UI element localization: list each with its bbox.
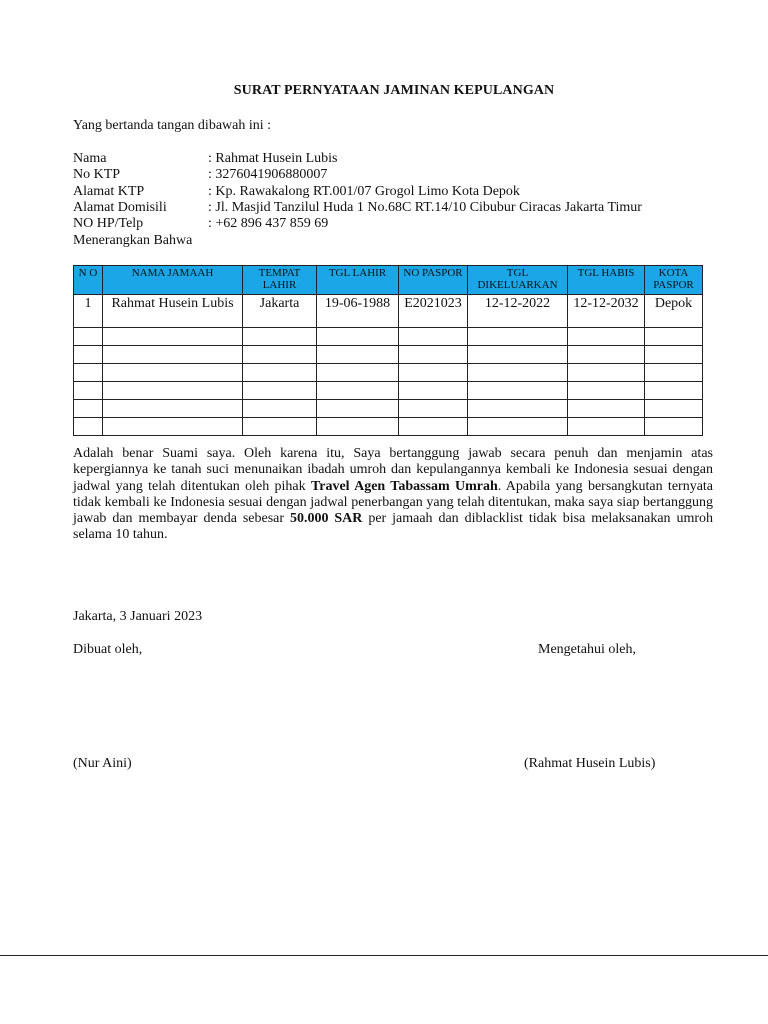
field-label: Alamat KTP	[73, 183, 145, 199]
table-row-empty	[74, 400, 703, 418]
empty-cell	[243, 364, 317, 382]
field-value: : 3276041906880007	[208, 167, 328, 183]
acknowledger-name: (Rahmat Husein Lubis)	[524, 756, 656, 771]
identity-fields	[73, 151, 642, 232]
empty-cell	[317, 328, 399, 346]
empty-cell	[243, 400, 317, 418]
table-row-empty	[74, 346, 703, 364]
empty-cell	[568, 400, 645, 418]
field-label: Nama	[73, 151, 107, 166]
header-nama-jamaah: NAMA JAMAAH	[103, 266, 243, 295]
table-row	[74, 295, 703, 328]
acknowledged-by-label: Mengetahui oleh,	[538, 642, 636, 657]
paragraph-text: . Apabila yang bersangkutan ternyata tidak kembali ke Indonesia sesuai dengan jadwal penerbangan yang telah ditentukan, maka saya siap bertanggung jawab dan membayar denda sebesar	[73, 478, 714, 527]
empty-cell	[399, 328, 468, 346]
empty-cell	[399, 382, 468, 400]
empty-cell	[317, 346, 399, 364]
empty-cell	[243, 346, 317, 364]
declaration-label: Menerangkan Bahwa	[73, 233, 193, 248]
fine-amount: 50.000 SAR	[289, 511, 363, 527]
field-value: : Jl. Masjid Tanzilul Huda 1 No.68C RT.14/10 Cibubur Ciracas Jakarta Timur	[208, 199, 642, 215]
header-tgl-dikeluarkan: TGL DIKELUARKAN	[468, 266, 568, 295]
empty-cell	[468, 400, 568, 418]
field-row-nama	[73, 151, 642, 167]
empty-cell	[399, 346, 468, 364]
empty-cell	[74, 400, 103, 418]
cell-tempat-lahir: Jakarta	[243, 295, 317, 328]
header-tgl-habis: TGL HABIS	[568, 266, 645, 295]
table-row-empty	[74, 364, 703, 382]
intro-text: Yang bertanda tangan dibawah ini :	[73, 118, 272, 133]
empty-cell	[317, 400, 399, 418]
empty-cell	[74, 328, 103, 346]
field-label: No KTP	[73, 167, 121, 183]
field-value: : +62 896 437 859 69	[208, 216, 329, 232]
paragraph-text: per jamaah dan diblacklist tidak bisa melaksanakan umroh selama 10 tahun.	[73, 511, 714, 543]
empty-cell	[317, 418, 399, 436]
empty-cell	[568, 382, 645, 400]
document-title: SURAT PERNYATAAN JAMINAN KEPULANGAN	[233, 83, 555, 98]
maker-name: (Nur Aini)	[73, 756, 132, 771]
empty-cell	[103, 364, 243, 382]
cell-no-paspor: E2021023	[399, 295, 468, 328]
empty-cell	[317, 382, 399, 400]
empty-cell	[74, 346, 103, 364]
empty-cell	[468, 418, 568, 436]
cell-kota-paspor: Depok	[645, 295, 703, 328]
field-row-alamat-ktp	[73, 184, 642, 200]
field-row-no-ktp	[73, 167, 642, 183]
empty-cell	[468, 346, 568, 364]
empty-cell	[468, 382, 568, 400]
empty-cell	[468, 328, 568, 346]
header-no-paspor: NO PASPOR	[399, 266, 468, 295]
page-divider	[0, 955, 768, 956]
cell-tgl-dikeluarkan: 12-12-2022	[468, 295, 568, 328]
empty-cell	[243, 382, 317, 400]
table-row-empty	[74, 382, 703, 400]
empty-cell	[568, 364, 645, 382]
jamaah-table	[73, 265, 703, 436]
empty-cell	[103, 328, 243, 346]
made-by-label: Dibuat oleh,	[73, 642, 143, 657]
empty-cell	[568, 418, 645, 436]
empty-cell	[399, 364, 468, 382]
paragraph-text: Adalah benar Suami saya. Oleh karena itu, Saya bertanggung jawab secara penuh dan menjamin atas kepergiannya ke tanah suci menunaikan ibadah umroh dan kepulangannya kembali ke Indonesia sesuai dengan jadwal yang telah ditentukan oleh pihak	[73, 446, 713, 494]
empty-cell	[568, 328, 645, 346]
empty-cell	[74, 418, 103, 436]
field-value: : Rahmat Husein Lubis	[208, 151, 338, 166]
header-tempat-lahir: TEMPAT LAHIR	[243, 266, 317, 295]
empty-cell	[645, 382, 703, 400]
empty-cell	[399, 418, 468, 436]
empty-cell	[74, 382, 103, 400]
empty-cell	[243, 328, 317, 346]
empty-cell	[468, 364, 568, 382]
empty-cell	[645, 346, 703, 364]
table-row-empty	[74, 418, 703, 436]
header-no: N O	[74, 266, 103, 295]
field-row-alamat-domisili	[73, 200, 642, 216]
travel-agent-name: Travel Agen Tabassam Umrah	[310, 478, 498, 494]
empty-cell	[317, 364, 399, 382]
empty-cell	[645, 364, 703, 382]
table-header-row	[74, 266, 703, 295]
field-value: : Kp. Rawakalong RT.001/07 Grogol Limo Kota Depok	[208, 183, 520, 199]
header-kota-paspor: KOTA PASPOR	[645, 266, 703, 295]
place-date: Jakarta, 3 Januari 2023	[73, 609, 203, 624]
statement-paragraph	[73, 446, 713, 544]
header-tgl-lahir: TGL LAHIR	[317, 266, 399, 295]
cell-no: 1	[74, 295, 103, 328]
empty-cell	[243, 418, 317, 436]
empty-cell	[103, 400, 243, 418]
empty-cell	[103, 382, 243, 400]
table-row-empty	[74, 328, 703, 346]
empty-cell	[645, 418, 703, 436]
empty-cell	[568, 346, 645, 364]
cell-tgl-lahir: 19-06-1988	[317, 295, 399, 328]
empty-cell	[645, 328, 703, 346]
empty-cell	[74, 364, 103, 382]
cell-tgl-habis: 12-12-2032	[568, 295, 645, 328]
empty-cell	[399, 400, 468, 418]
empty-cell	[103, 418, 243, 436]
empty-cell	[645, 400, 703, 418]
field-row-no-hp	[73, 216, 642, 232]
cell-nama-jamaah: Rahmat Husein Lubis	[103, 295, 243, 328]
field-label: Alamat Domisili	[73, 199, 167, 215]
field-label: NO HP/Telp	[73, 216, 144, 232]
empty-cell	[103, 346, 243, 364]
